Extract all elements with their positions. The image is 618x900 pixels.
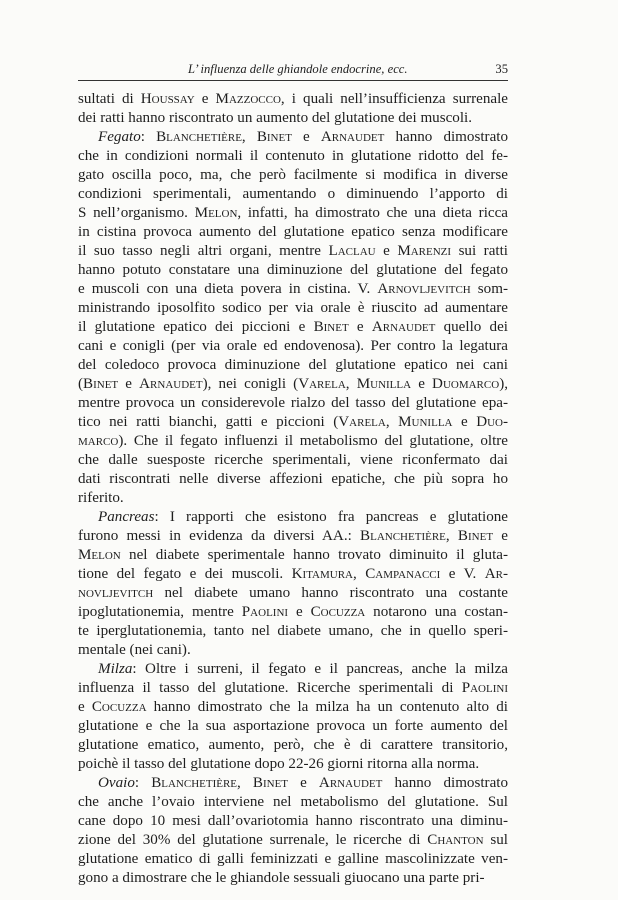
text-line: marco). Che il fegato influenzi il metabolismo del glutatione, oltre — [78, 433, 508, 449]
text-line: ministrando iposolfito sodico per via orale è riuscito ad aumentare — [78, 300, 508, 316]
text-line: che dalle suesposte ricerche sperimentali, viene riconfermato dai — [78, 452, 508, 468]
text-line: e Cocuzza hanno dimostrato che la milza ha un contenuto alto di — [78, 699, 508, 715]
text-line: hanno potuto constatare una diminuzione del glutatione del fegato — [78, 262, 508, 278]
text-line: Fegato: Blanchetière, Binet e Arnaudet hanno dimostrato — [98, 129, 508, 145]
text-line: zione del 30% del glutatione surrenale, le ricerche di Chanton sul — [78, 832, 508, 848]
running-header — [78, 58, 508, 81]
text-line: mentale (nei cani). — [78, 642, 191, 658]
text-line: glutatione e che la sua asportazione provoca un forte aumento del — [78, 718, 508, 734]
text-line: gono a dimostrare che le ghiandole sessuali giuocano una parte pri- — [78, 870, 485, 886]
text-line: il glutatione epatico dei piccioni e Binet e Arnaudet quello dei — [78, 319, 508, 335]
text-line: dati riscontrati nelle diverse affezioni epatiche, che più sopra ho — [78, 471, 508, 487]
text-line: glutatione ematico, aumento, però, che è di carattere transitorio, — [78, 737, 508, 753]
text-line: furono messi in evidenza da diversi AA.: Blanchetière, Binet e — [78, 528, 508, 544]
text-line: e muscoli con una dieta povera in cistina. V. Arnovljevitch som- — [78, 281, 508, 297]
text-line: mentre provoca un considerevole rialzo del tasso del glutatione epa- — [78, 395, 508, 411]
text-line: poichè il tasso del glutatione dopo 22-26 giorni ritorna alla norma. — [78, 756, 480, 772]
text-line: S nell’organismo. Melon, infatti, ha dimostrato che una dieta ricca — [78, 205, 508, 221]
text-line: che in condizioni normali il contenuto in glutatione ridotto del fe- — [78, 148, 508, 164]
text-line: influenza il tasso del glutatione. Ricerche sperimentali di Paolini — [78, 680, 508, 696]
text-line: gato oscilla poco, ma, che però facilmente si modifica in diverse — [78, 167, 508, 183]
text-line: cani e conigli (per via orale ed endovenosa). Per contro la legatura — [78, 338, 508, 354]
text-line: ipoglutationemia, mentre Paolini e Cocuzza notarono una costan- — [78, 604, 508, 620]
text-line: dei ratti hanno riscontrato un aumento del glutatione dei muscoli. — [78, 110, 473, 126]
text-line: Melon nel diabete sperimentale hanno trovato diminuito il gluta- — [78, 547, 508, 563]
text-line: (Binet e Arnaudet), nei conigli (Varela, Munilla e Duomarco), — [78, 376, 508, 392]
text-line: glutatione ematico di galli feminizzati e galline mascolinizzate ven- — [78, 851, 508, 867]
text-line: del coledoco provoca diminuzione del glutatione epatico nei cani — [78, 357, 508, 373]
text-line: Milza: Oltre i surreni, il fegato e il pancreas, anche la milza — [98, 661, 508, 677]
text-line: tico nei ratti bianchi, gatti e piccioni (Varela, Munilla e Duo- — [78, 414, 508, 430]
text-line: Ovaio: Blanchetière, Binet e Arnaudet hanno dimostrato — [98, 775, 508, 791]
text-line: riferito. — [78, 490, 124, 506]
text-line: Pancreas: I rapporti che esistono fra pancreas e glutatione — [98, 509, 508, 525]
text-line: in cistina provoca aumento del glutatione epatico senza modificare — [78, 224, 508, 240]
page-number: 35 — [495, 62, 508, 76]
text-line: te iperglutationemia, tanto nel diabete umano, che in quello speri- — [78, 623, 508, 639]
body-text — [78, 90, 508, 888]
running-title: L’ influenza delle ghiandole endocrine, ecc. — [188, 62, 408, 76]
text-line: cane dopo 10 mesi dall’ovariotomia hanno riscontrato una diminu- — [78, 813, 508, 829]
text-line: condizioni sperimentali, aumentando o diminuendo l’apporto di — [78, 186, 508, 202]
text-line: il suo tasso negli altri organi, mentre Laclau e Marenzi sui ratti — [78, 243, 508, 259]
text-line: sultati di Houssay e Mazzocco, i quali nell’insufficienza surrenale — [78, 91, 508, 107]
text-line: novljevitch nel diabete umano hanno riscontrato una costante — [78, 585, 508, 601]
text-line: tione del fegato e dei muscoli. Kitamura, Campanacci e V. Ar- — [78, 566, 508, 582]
text-line: che anche l’ovaio interviene nel metabolismo del glutatione. Sul — [78, 794, 508, 810]
